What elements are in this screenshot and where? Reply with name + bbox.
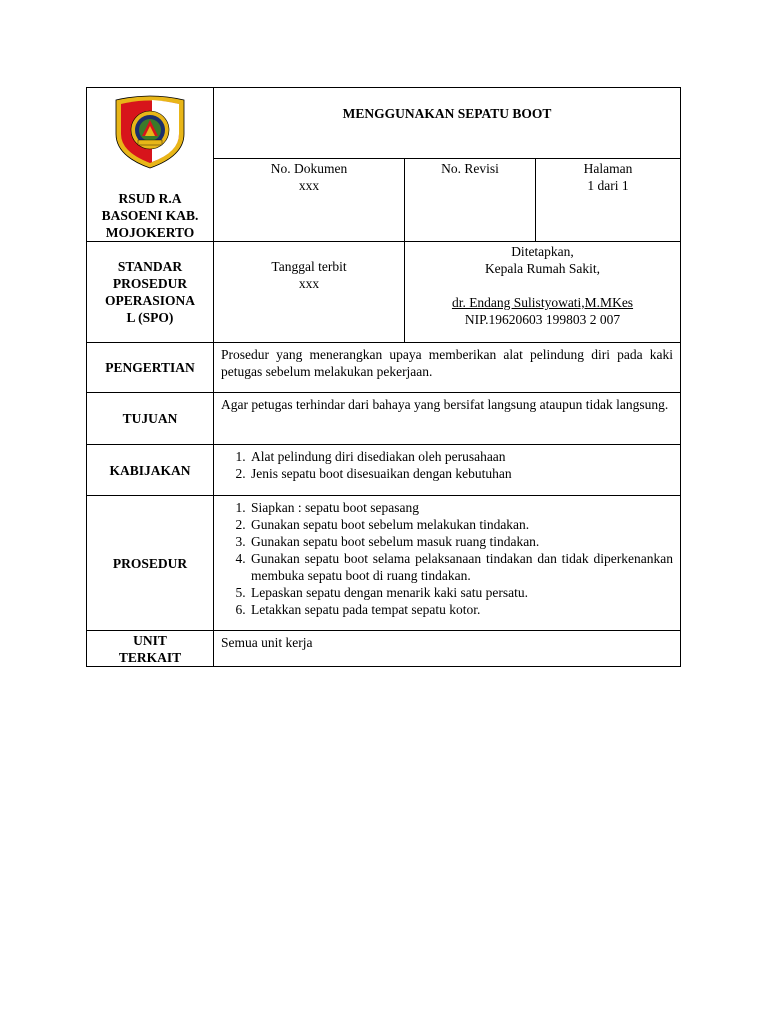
regency-emblem-icon (108, 94, 192, 170)
spo-label-line1: STANDAR (117, 259, 183, 274)
unit-terkait-text: Semua unit kerja (221, 635, 313, 650)
kebijakan-content (214, 445, 681, 496)
halaman-value: 1 dari 1 (587, 177, 629, 193)
tujuan-content (214, 393, 681, 445)
no-dokumen-label: No. Dokumen (270, 160, 348, 176)
prosedur-item: 6. Letakkan sepatu pada tempat sepatu kotor. (249, 601, 673, 618)
no-dokumen-value: xxx (298, 177, 320, 193)
pengertian-content (214, 343, 681, 393)
kebijakan-item: 1. Alat pelindung diri disediakan oleh perusahaan (249, 448, 673, 465)
prosedur-label-text: PROSEDUR (112, 555, 188, 571)
unit-terkait-line1: UNIT (133, 633, 167, 648)
hospital-name-line2: BASOENI KAB. (101, 208, 199, 223)
hospital-name-line1: RSUD R.A (118, 191, 182, 206)
ditetapkan-text: Ditetapkan, (511, 244, 574, 259)
tanggal-terbit-cell (214, 242, 405, 343)
unit-terkait-content (214, 631, 681, 667)
prosedur-item: 3. Gunakan sepatu boot sebelum masuk ruang tindakan. (249, 533, 673, 550)
spo-label-line2: PROSEDUR (112, 276, 188, 291)
pengertian-label-text: PENGERTIAN (105, 360, 195, 375)
kepala-rs-text: Kepala Rumah Sakit, (484, 261, 601, 276)
unit-terkait-label (87, 631, 214, 667)
tujuan-label-text: TUJUAN (122, 411, 178, 426)
kebijakan-list (221, 448, 673, 482)
ditetapkan-cell (405, 242, 681, 343)
no-revisi-label: No. Revisi (441, 160, 499, 176)
kebijakan-label-text: KABIJAKAN (109, 462, 191, 478)
tujuan-text: Agar petugas terhindar dari bahaya yang bersifat langsung ataupun tidak langsung. (221, 397, 669, 412)
unit-terkait-line2: TERKAIT (118, 650, 182, 665)
hospital-name-line3: MOJOKERTO (105, 225, 195, 240)
document-title-text: MENGGUNAKAN SEPATU BOOT (342, 106, 552, 121)
tanggal-terbit-value: xxx (298, 276, 320, 291)
prosedur-content (214, 496, 681, 631)
prosedur-item: 4. Gunakan sepatu boot selama pelaksanaan tindakan dan tidak diperkenankan membuka sepatu boot di ruang tindakan. (249, 550, 673, 584)
kebijakan-item: 2. Jenis sepatu boot disesuaikan dengan kebutuhan (249, 465, 673, 482)
spo-document-table (86, 87, 681, 667)
signer-nip: NIP.19620603 199803 2 007 (464, 312, 621, 327)
halaman-label: Halaman (583, 160, 633, 176)
spo-label-cell (87, 242, 214, 343)
hospital-cell (87, 88, 214, 242)
pengertian-label (87, 343, 214, 393)
document-title (214, 88, 681, 159)
tanggal-terbit-label: Tanggal terbit (271, 259, 347, 274)
pengertian-text: Prosedur yang menerangkan upaya memberikan alat pelindung diri pada kaki petugas sebelum melakukan pekerjaan. (221, 347, 673, 379)
prosedur-list (221, 499, 673, 618)
tujuan-label (87, 393, 214, 445)
no-revisi-cell (405, 158, 536, 241)
prosedur-item: 2. Gunakan sepatu boot sebelum melakukan tindakan. (249, 516, 673, 533)
kebijakan-label (87, 445, 214, 496)
prosedur-item: 5. Lepaskan sepatu dengan menarik kaki satu persatu. (249, 584, 673, 601)
prosedur-item: 1. Siapkan : sepatu boot sepasang (249, 499, 673, 516)
prosedur-label (87, 496, 214, 631)
spo-label-line4: L (SPO) (126, 310, 174, 325)
spo-label-line3: OPERASIONA (104, 293, 195, 308)
signer-name: dr. Endang Sulistyowati,M.MKes (451, 295, 634, 310)
no-dokumen-cell (214, 158, 405, 241)
halaman-cell (536, 158, 681, 241)
